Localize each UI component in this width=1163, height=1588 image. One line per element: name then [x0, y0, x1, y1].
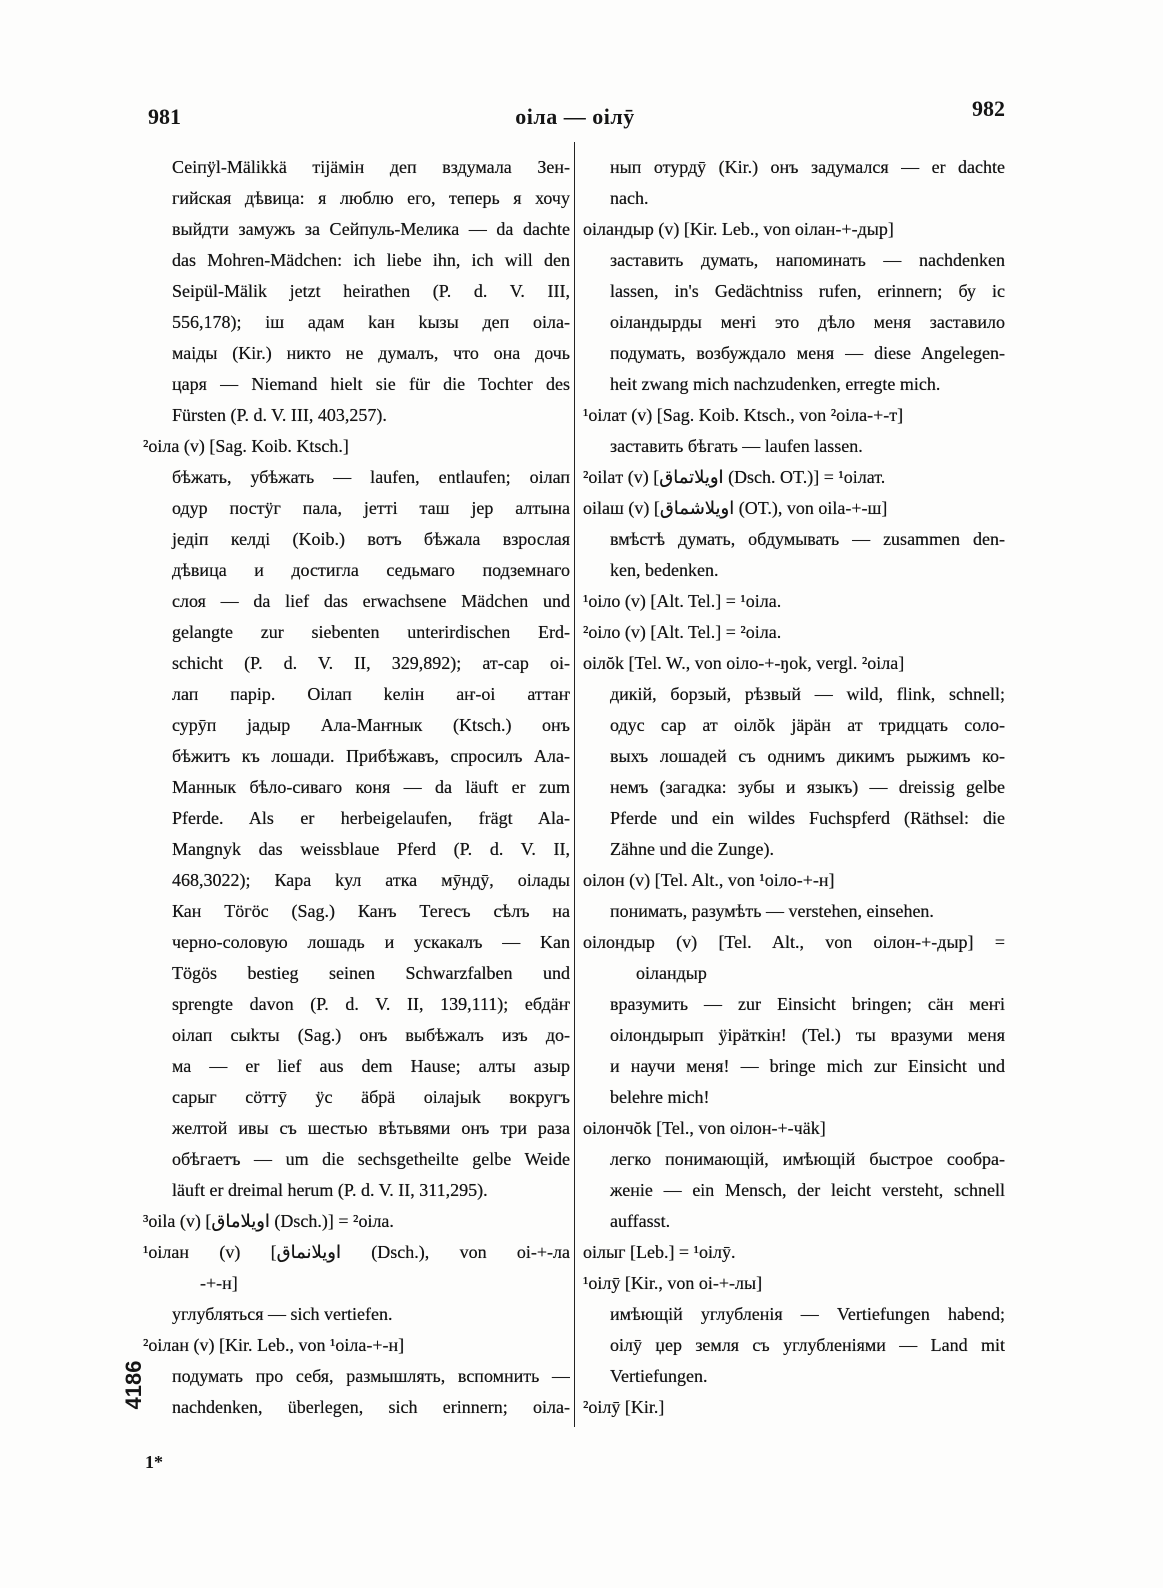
- left-column: [143, 152, 570, 1423]
- definition-line: sprengte davon (P. d. V. II, 139,111); ебдäҥ: [172, 994, 570, 1014]
- column-divider: [574, 142, 575, 1427]
- dictionary-entry: [583, 617, 1005, 648]
- definition-line: маiды (Kir.) никто не думалъ, что она дочь: [172, 343, 570, 363]
- dictionary-entry: [143, 1237, 570, 1330]
- definition-line: Vertiefungen.: [610, 1366, 708, 1386]
- definition-line: heit zwang mich nachzudenken, erregte mich.: [610, 374, 941, 394]
- dictionary-entry: [583, 1237, 1005, 1268]
- headword-line: оiлон (v) [Tel. Alt., von ¹оiло-+-н]: [583, 870, 835, 890]
- definition-line: Mangnyk das weissblaue Pferd (P. d. V. II,: [172, 839, 570, 859]
- dictionary-entry: [143, 431, 570, 1206]
- definition-line: Tögös bestieg seinen Schwarzfalben und: [172, 963, 570, 983]
- headword-line: ²оiло (v) [Alt. Tel.] = ²оiла.: [583, 622, 782, 642]
- definition-line: једiп келдi (Koib.) вотъ бѣжала взрослая: [172, 529, 570, 549]
- headword-line: ²оiлӯ [Kir.]: [583, 1397, 665, 1417]
- definition-line: нып отурдӯ (Kir.) онъ задумался — er dachte: [610, 157, 1005, 177]
- definition-line: gelangte zur siebenten unterirdischen Erd-: [172, 622, 570, 642]
- dictionary-entry: [583, 400, 1005, 462]
- definition-line: выхъ лошадей съ однимъ дикимъ рыжимъ ко-: [610, 746, 1005, 766]
- definition-line: Сеiпӱl-Mälikkä тiјäмiн деп вздумала Зен-: [172, 157, 570, 177]
- headword-line: oilaш (v) [اویلاشماق (OT.), von oila-+-ш]: [583, 498, 888, 518]
- dictionary-entry: [583, 1392, 1005, 1423]
- definition-line: das Mohren-Mädchen: ich liebe ihn, ich will den: [172, 250, 570, 270]
- definition-line: Zähne und die Zunge).: [610, 839, 774, 859]
- definition-line: царя — Niemand hielt sie für die Tochter des: [172, 374, 570, 394]
- definition-line: 556,178); iш адам kан kызы деп оiла-: [172, 312, 570, 332]
- definition-line: belehre mich!: [610, 1087, 710, 1107]
- headword-line: ²оiла (v) [Sag. Koib. Ktsch.]: [143, 436, 349, 456]
- definition-line: немъ (загадка: зубы и языкъ) — dreissig gelbe: [610, 777, 1005, 797]
- definition-line: lassen, in's Gedächtniss rufen, erinnern; бу iс: [610, 281, 1005, 301]
- headword-continuation-line: оiландыр: [636, 963, 707, 983]
- definition-line: оiлап сыkты (Sag.) онъ выбѣжалъ изъ до-: [172, 1025, 570, 1045]
- headword-line: оiлŏk [Tel. W., von оiло-+-ŋok, vergl. ²оiла]: [583, 653, 905, 673]
- headword-line: оiлондыр (v) [Tel. Alt., von оiлон-+-дыр] =: [583, 932, 1005, 952]
- definition-line: Seipül-Mälik jetzt heirathen (P. d. V. III,: [172, 281, 570, 301]
- dictionary-entry: [583, 586, 1005, 617]
- definition-line: 468,3022); Кара kул атка мӯндӯ, оiлады: [172, 870, 570, 890]
- dictionary-entry: [583, 1268, 1005, 1392]
- right-column: [583, 152, 1005, 1423]
- headword-line: ³oila (v) [اویلاماق (Dsch.)] = ²оiла.: [143, 1211, 394, 1231]
- definition-line: слоя — da lief das erwachsene Mädchen und: [172, 591, 570, 611]
- dictionary-entry: [143, 1330, 570, 1423]
- headword-line: ¹оiлӯ [Kir., von оi-+-лы]: [583, 1273, 763, 1293]
- definition-line: сарыг сӧттӯ ӱс äбрä оiлаjыk вокругъ: [172, 1087, 570, 1107]
- definition-line: черно-соловую лошадь и ускакалъ — Kan: [172, 932, 570, 952]
- dictionary-entry: [583, 462, 1005, 493]
- definition-line: дѣвица и достигла седьмаго подземнаго: [172, 560, 570, 580]
- definition-line: schicht (P. d. V. II, 329,892); ат-сар оi-: [172, 653, 570, 673]
- definition-line: одус сар ат оiлŏk јäрäн ат тридцать соло-: [610, 715, 1005, 735]
- definition-line: гийская дѣвица: я люблю его, теперь я хочу: [172, 188, 570, 208]
- definition-line: Fürsten (P. d. V. III, 403,257).: [172, 405, 387, 425]
- definition-line: женiе — ein Mensch, der leicht versteht, schnell: [610, 1180, 1005, 1200]
- dictionary-entry: [583, 214, 1005, 400]
- headword-line: оiландыр (v) [Kir. Leb., von оiлан-+-дыр]: [583, 219, 894, 239]
- definition-line: дикiй, борзый, рѣзвый — wild, flink, schnell;: [610, 684, 1005, 704]
- definition-line: оiлӯ џер земля съ углубленiями — Land mit: [610, 1335, 1005, 1355]
- dictionary-entry: [143, 152, 570, 431]
- dictionary-entry: [583, 648, 1005, 865]
- definition-line: лап парiр. Оiлап kелiн аҥ-оi аттаҥ: [172, 684, 570, 704]
- running-head: оiла — оiлӯ: [515, 104, 635, 129]
- definition-line: имѣющiй углубленiя — Vertiefungen habend;: [610, 1304, 1005, 1324]
- headword-line: оiлыг [Leb.] = ¹оiлӯ.: [583, 1242, 736, 1262]
- definition-line: läuft er dreimal herum (P. d. V. II, 311,295).: [172, 1180, 488, 1200]
- definition-line: подумать, возбуждало меня — diese Angelegen-: [610, 343, 1005, 363]
- headword-continuation-line: -+-н]: [200, 1273, 238, 1293]
- definition-line: auffasst.: [610, 1211, 671, 1231]
- definition-line: заставить бѣгать — laufen lassen.: [610, 436, 863, 456]
- definition-line: вмѣстѣ думать, обдумывать — zusammen den-: [610, 529, 1005, 549]
- definition-line: Маннык бѣло-сиваго коня — da läuft er zum: [172, 777, 570, 797]
- definition-line: подумать про себя, размышлять, вспомнить —: [172, 1366, 570, 1386]
- dictionary-entry: [583, 1113, 1005, 1237]
- definition-line: и научи меня! — bringe mich zur Einsicht und: [610, 1056, 1005, 1076]
- dictionary-entry: [583, 865, 1005, 927]
- definition-line: понимать, разумѣть — verstehen, einsehen.: [610, 901, 934, 921]
- definition-line: заставить думать, напоминать — nachdenken: [610, 250, 1005, 270]
- definition-line: желтой ивы съ шестью вѣтьвями онъ три раза: [172, 1118, 570, 1138]
- definition-line: ма — er lief aus dem Hause; алты азыр: [172, 1056, 570, 1076]
- definition-line: nach.: [610, 188, 649, 208]
- page-number-left: 981: [148, 104, 181, 129]
- definition-line: ken, bedenken.: [610, 560, 719, 580]
- definition-line: сурӯп јадыр Ала-Маҥнык (Ktsch.) онъ: [172, 715, 570, 735]
- definition-line: Кан Тöгöс (Sag.) Канъ Тегесъ сѣлъ на: [172, 901, 570, 921]
- definition-line: бѣжать, убѣжать — laufen, entlaufen; оiлап: [172, 467, 570, 487]
- definition-line: оiландырды меҥi это дѣло меня заставило: [610, 312, 1005, 332]
- definition-line: Pferde und ein wildes Fuchspferd (Räthsel: die: [610, 808, 1005, 828]
- headword-line: ¹оiло (v) [Alt. Tel.] = ¹оiла.: [583, 591, 782, 611]
- definition-line: Pferde. Als er herbeigelaufen, frägt Ala-: [172, 808, 570, 828]
- headword-line: ¹оiлан (v) [اویلانماق (Dsch.), von оi-+-ла: [143, 1242, 570, 1262]
- definition-line: выйдти замужъ за Сейпуль-Мелика — da dachte: [172, 219, 570, 239]
- headword-line: оiлончŏk [Tel., von оiлон-+-чäk]: [583, 1118, 826, 1138]
- dictionary-entry: [583, 152, 1005, 214]
- definition-line: бѣжитъ къ лошади. Прибѣжавъ, спросилъ Ала-: [172, 746, 570, 766]
- definition-line: оiлондырып ӱiрäткiн! (Tel.) ты вразуми меня: [610, 1025, 1005, 1045]
- margin-catalog-number: 4186: [121, 1360, 146, 1410]
- dictionary-entry: [583, 927, 1005, 1113]
- headword-line: ²оiлан (v) [Kir. Leb., von ¹оiла-+-н]: [143, 1335, 405, 1355]
- definition-line: одур постӱг пала, јеттi таш јер алтына: [172, 498, 570, 518]
- dictionary-entry: [583, 493, 1005, 586]
- definition-line: обѣгаетъ — um die sechsgetheilte gelbe Weide: [172, 1149, 570, 1169]
- definition-line: nachdenken, überlegen, sich erinnern; оiла-: [172, 1397, 570, 1417]
- headword-line: ¹оiлат (v) [Sag. Koib. Ktsch., von ²оiла-+-т]: [583, 405, 904, 425]
- definition-line: вразумить — zur Einsicht bringen; сäн меҥi: [610, 994, 1005, 1014]
- dictionary-entry: [143, 1206, 570, 1237]
- definition-line: легко понимающiй, имѣющiй быстрое сообра-: [610, 1149, 1005, 1169]
- signature-mark: 1*: [145, 1452, 163, 1472]
- definition-line: углубляться — sich vertiefen.: [172, 1304, 393, 1324]
- headword-line: ²oilaт (v) [اویلاتماق (Dsch. OT.)] = ¹оiлат.: [583, 467, 886, 487]
- page-number-right: 982: [972, 96, 1005, 121]
